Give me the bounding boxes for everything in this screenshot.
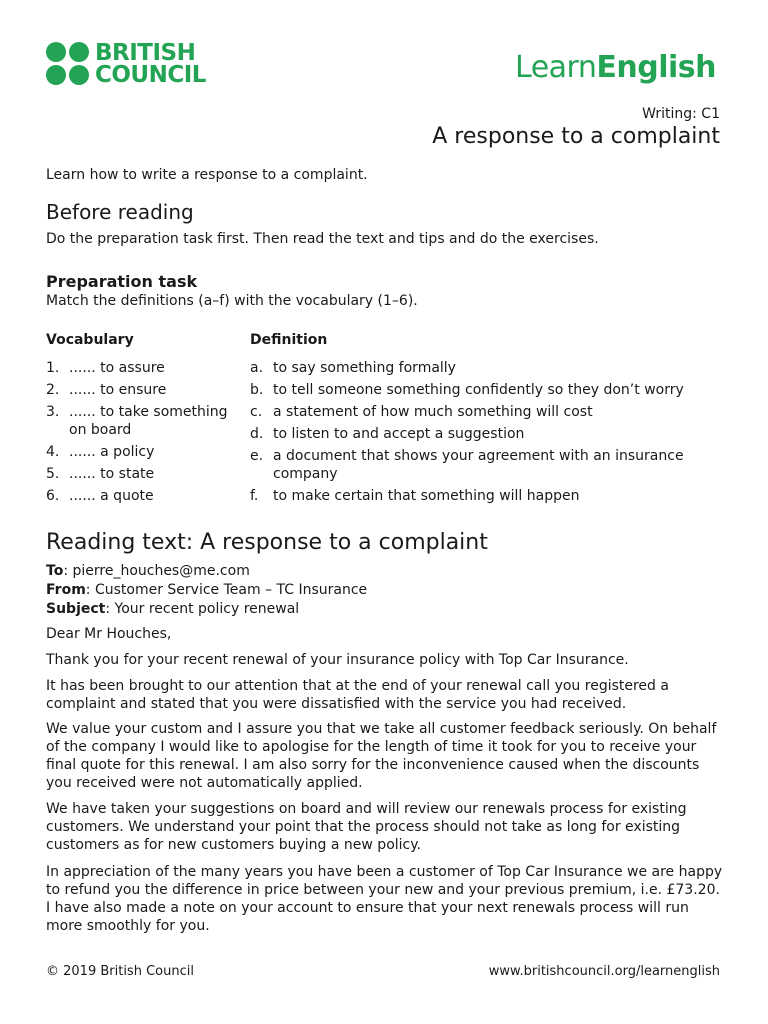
list-item: c. a statement of how much something will cost [250, 404, 593, 420]
email-header [46, 562, 367, 619]
before-reading-text: Do the preparation task first. Then read the text and tips and do the exercises. [46, 231, 599, 247]
page-title: A response to a complaint [432, 124, 720, 149]
logo-wordmark: BRITISH COUNCIL [95, 40, 206, 88]
list-item: f. to make certain that something will happen [250, 488, 580, 504]
before-reading-heading: Before reading [46, 200, 194, 224]
list-item: d. to listen to and accept a suggestion [250, 426, 525, 442]
email-from: From: Customer Service Team – TC Insurance [46, 582, 368, 598]
letter-greeting: Dear Mr Houches, [46, 626, 172, 642]
intro-text: Learn how to write a response to a complaint. [46, 167, 368, 183]
list-item: b. to tell someone something confidently so they don’t worry [250, 382, 684, 398]
vocabulary-header: Vocabulary [46, 332, 134, 348]
email-subject: Subject: Your recent policy renewal [46, 601, 300, 617]
footer-copyright: © 2019 British Council [46, 964, 194, 979]
definition-header: Definition [250, 332, 328, 348]
list-item: 6. ...... a quote [46, 488, 154, 504]
british-council-logo [46, 42, 216, 90]
level-label: Writing: C1 [642, 106, 720, 122]
letter-paragraph: In appreciation of the many years you have been a customer of Top Car Insurance we are happy to refund you the difference in price between your new and your previous premium, i.e. £73.20. I have also made a note on your account to ensure that your next renewals process will run more smoothly for you. [46, 864, 723, 934]
prep-task-heading: Preparation task [46, 272, 198, 291]
prep-task-instruction: Match the definitions (a–f) with the vocabulary (1–6). [46, 293, 418, 309]
letter-paragraph: Thank you for your recent renewal of your insurance policy with Top Car Insurance. [46, 652, 629, 668]
letter-paragraph: It has been brought to our attention that at the end of your renewal call you registered a complaint and stated that you were dissatisfied with the service you had received. [46, 678, 669, 712]
email-to: To: pierre_houches@me.com [46, 563, 250, 579]
list-item: 5. ...... to state [46, 466, 155, 482]
reading-text-heading: Reading text: A response to a complaint [46, 530, 488, 555]
list-item: 4. ...... a policy [46, 444, 155, 460]
footer-url[interactable]: www.britishcouncil.org/learnenglish [488, 964, 720, 979]
letter-paragraph: We value your custom and I assure you that we take all customer feedback seriously. On behalf of the company I would like to apologise for the length of time it took for you to receive your final quote for this renewal. I am also sorry for the inconvenience caused when the discounts you received were not automatically applied. [46, 721, 717, 791]
list-item: 2. ...... to ensure [46, 382, 167, 398]
list-item: a. to say something formally [250, 360, 456, 376]
learnenglish-logo: LearnEnglish [515, 50, 716, 85]
vocabulary-list [46, 357, 246, 507]
logo-dots-icon [46, 42, 90, 86]
letter-paragraph: We have taken your suggestions on board and will review our renewals process for existing customers. We understand your point that the process should not take as long for existing customers as for new customers buying a new policy. [46, 801, 687, 853]
list-item: 3. ...... to take something on board [46, 404, 228, 438]
list-item: e. a document that shows your agreement with an insurance company [250, 448, 684, 482]
definition-list [250, 357, 730, 507]
list-item: 1. ...... to assure [46, 360, 165, 376]
